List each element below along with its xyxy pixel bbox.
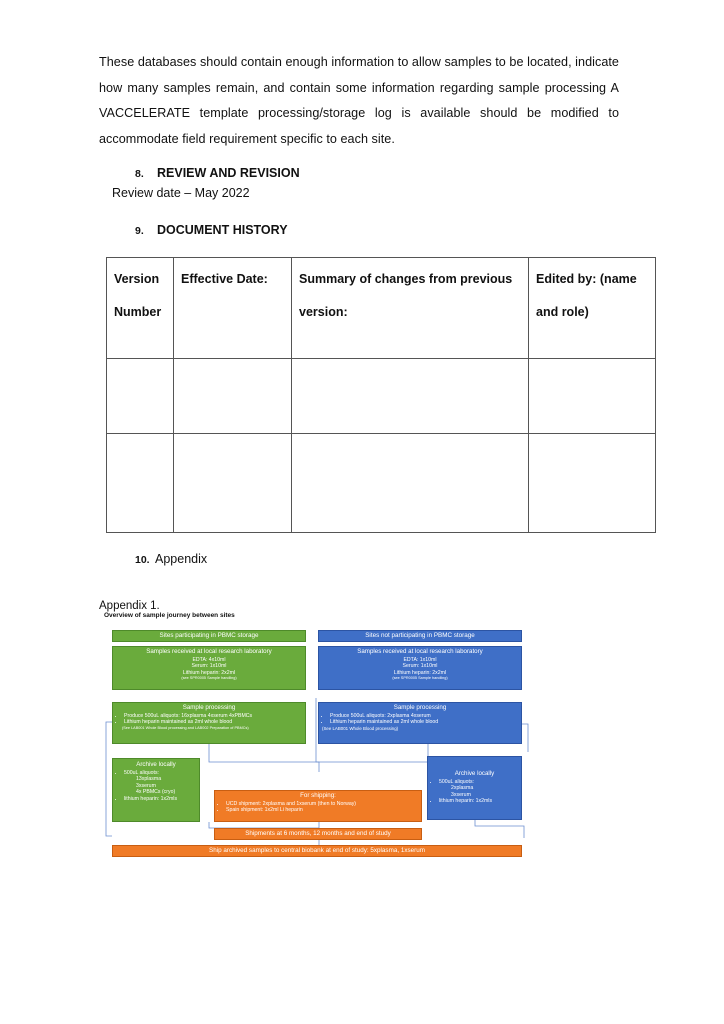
right-header-box: Sites not participating in PBMC storage [318, 630, 522, 642]
appendix-1-label: Appendix 1. [99, 600, 160, 612]
section-8-title: REVIEW AND REVISION [157, 166, 300, 180]
section-10-heading [135, 552, 207, 566]
left-received-title: Samples received at local research laboratory [146, 648, 272, 655]
right-processing-item: • Produce 500uL aliquots: 2xplasma 4xserum [330, 713, 518, 720]
right-processing-title: Sample processing [393, 704, 447, 711]
left-received-note: (see SPR0005 Sample handling) [181, 676, 237, 681]
right-archive-item: • lithium heparin: 1x2mls [439, 798, 518, 805]
intro-paragraph: These databases should contain enough information to allow samples to be located, indicate how many samples remain, and contain some information regarding sample processing A VACCELERATE template processing/storage log is available should be modified to accommodate field requirement specific to each site. [99, 55, 619, 146]
right-received-note: (see SPR0005 Sample handling) [392, 676, 448, 681]
left-archive-sub: 4x PBMCs (cryo) [136, 789, 176, 796]
right-received-line: Lithium heparin: 2x2ml [393, 669, 447, 676]
table-cell[interactable] [174, 359, 292, 434]
table-header-row [107, 258, 656, 359]
section-9-number: 9. [135, 225, 144, 237]
document-history-table [106, 257, 656, 533]
section-8-heading [135, 166, 300, 180]
table-cell[interactable] [174, 434, 292, 533]
shipping-item: • Spain shipment: 1x2ml Li heparin [226, 807, 418, 814]
right-archive-title: Archive locally [454, 770, 495, 777]
shipments-times-box: Shipments at 6 months, 12 months and end of study [214, 828, 422, 840]
left-archive-item: • lithium heparin: 1x2mls [124, 796, 196, 803]
table-cell[interactable] [529, 434, 656, 533]
table-row [107, 359, 656, 434]
section-10-number: 10. [135, 554, 150, 566]
right-received-line: Serum: 1x10ml [402, 663, 438, 670]
section-10-title: Appendix [155, 552, 208, 566]
section-9-heading [135, 223, 288, 237]
right-processing-note: (See LAB001 Whole Blood processing) [322, 725, 399, 731]
table-row [107, 434, 656, 533]
left-archive-box [112, 758, 200, 822]
right-archive-sub: 3xserum [451, 791, 471, 798]
table-cell[interactable] [292, 434, 529, 533]
right-processing-item: • Lithium heparin maintained as 2ml whole blood [330, 719, 518, 726]
left-processing-box [112, 702, 306, 744]
left-archive-list [116, 770, 196, 803]
header-edited-by: Edited by: (name and role) [529, 258, 656, 359]
left-received-line: Lithium heparin: 2x2ml [182, 669, 236, 676]
right-archive-aliquots: 500uL aliquots: [439, 778, 474, 785]
left-processing-item: • Produce 500uL aliquots: 16xplasma 4xserum 4xPBMCs [124, 713, 302, 720]
left-processing-list [116, 713, 302, 726]
shipping-item: • UCD shipment: 2xplasma and 1xserum (then to Norway) [226, 801, 418, 808]
right-processing-box [318, 702, 522, 744]
diagram-title: Overview of sample journey between sites [104, 612, 235, 619]
left-header-box: Sites participating in PBMC storage [112, 630, 306, 642]
shipping-box [214, 790, 422, 822]
right-processing-list [322, 713, 518, 726]
table-cell[interactable] [107, 434, 174, 533]
table-cell[interactable] [107, 359, 174, 434]
right-archive-item [439, 779, 518, 799]
shipping-list [218, 801, 418, 814]
left-archive-item [124, 770, 196, 796]
right-received-line: EDTA: 1x10ml [403, 656, 437, 663]
sample-journey-diagram [104, 612, 536, 862]
review-date: Review date – May 2022 [112, 186, 250, 200]
left-archive-title: Archive locally [136, 761, 176, 768]
left-received-line: Serum: 1x10ml [191, 663, 227, 670]
left-received-line: EDTA: 4x10ml [192, 656, 226, 663]
right-archive-box [427, 756, 522, 820]
left-processing-title: Sample processing [182, 704, 236, 711]
left-archive-sub: 3xserum [136, 782, 156, 789]
table-cell[interactable] [529, 359, 656, 434]
right-archive-sub: 2xplasma [451, 785, 474, 792]
header-summary-of-changes: Summary of changes from previous version: [292, 258, 529, 359]
shipping-title: For shipping: [300, 792, 336, 799]
left-archive-sub: 13xplasma [136, 776, 162, 783]
right-received-title: Samples received at local research laboratory [357, 648, 483, 655]
section-8-number: 8. [135, 168, 144, 180]
left-processing-note: (See LAB001 Whole Blood processing and LAB002 Preparation of PBMCs) [122, 725, 249, 730]
right-archive-list [431, 779, 518, 805]
section-9-title: DOCUMENT HISTORY [157, 223, 288, 237]
right-received-box [318, 646, 522, 690]
left-processing-item: • Lithium heparin maintained as 2ml whole blood [124, 719, 302, 726]
left-archive-aliquots: 500uL aliquots: [124, 769, 159, 776]
ship-archived-box: Ship archived samples to central biobank at end of study: 5xplasma, 1xserum [112, 845, 522, 857]
header-effective-date: Effective Date: [174, 258, 292, 359]
table-cell[interactable] [292, 359, 529, 434]
left-received-box [112, 646, 306, 690]
header-version-number: Version Number [107, 258, 174, 359]
